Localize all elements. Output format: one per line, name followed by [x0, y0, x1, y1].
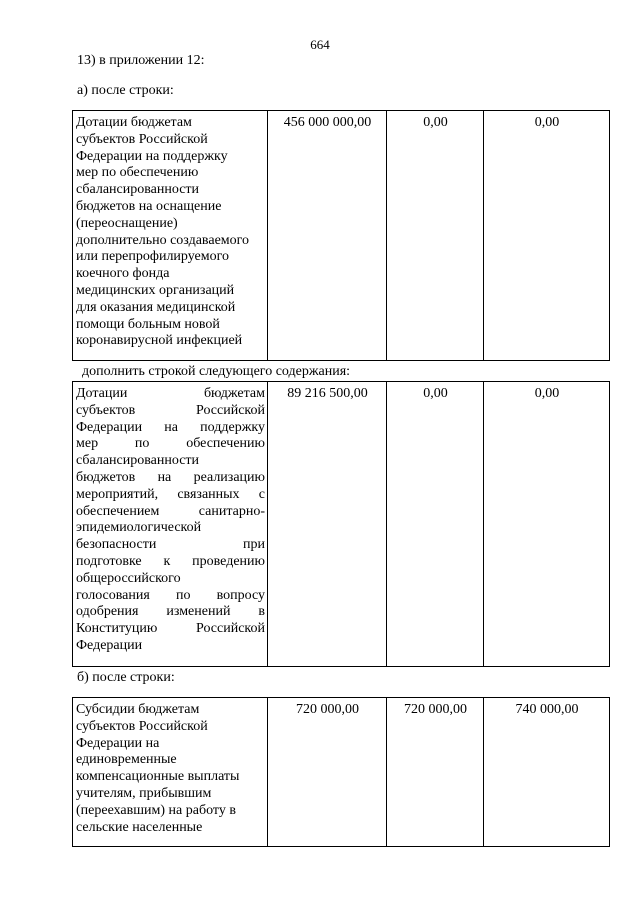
name-text-line	[76, 403, 265, 420]
name-word: по	[134, 436, 150, 452]
table-row	[73, 382, 610, 667]
supplement-text: дополнить строкой следующего содержания:	[82, 364, 351, 379]
name-word: Дотации	[76, 386, 128, 401]
name-word: мер	[76, 436, 99, 452]
value-cell-2: 0,00	[387, 382, 484, 667]
name-text-line	[76, 504, 265, 521]
value-cell-3: 740 000,00	[484, 698, 610, 847]
name-word: бюджетам	[203, 386, 265, 401]
value-cell-2: 720 000,00	[387, 698, 484, 847]
name-word: поддержку	[200, 419, 265, 435]
value-cell-1: 89 216 500,00	[268, 382, 387, 667]
name-word: Российской	[196, 621, 265, 637]
row-name-cell: Субсидии бюджетам субъектов Российской Федерации на единовременные компенсационные выплаты учителям, прибывшим (переехавшим) на работу в сельские населенные	[73, 698, 268, 847]
name-word: санитарно-	[198, 503, 265, 519]
name-text-line	[76, 487, 265, 504]
name-word: мероприятий,	[76, 486, 159, 502]
name-word: Российской	[196, 402, 265, 418]
value-cell-3: 0,00	[484, 111, 610, 361]
name-text-line	[76, 453, 265, 470]
name-text-line	[76, 537, 265, 554]
name-word: проведению	[192, 553, 265, 569]
budget-table-1	[72, 110, 610, 361]
name-word: бюджетов	[76, 469, 136, 485]
name-word: безопасности	[76, 537, 157, 553]
name-word: с	[258, 486, 265, 502]
table-row	[73, 698, 610, 847]
name-word: Федерации	[76, 637, 143, 653]
name-word: субъектов	[76, 402, 136, 418]
name-word: обеспечению	[186, 436, 265, 452]
name-word: связанных	[177, 486, 240, 502]
name-text-line	[76, 588, 265, 605]
name-text-line	[76, 420, 265, 437]
name-word: к	[163, 553, 171, 569]
name-word: подготовке	[76, 553, 142, 569]
row-name-cell	[73, 382, 268, 667]
table-row	[73, 111, 610, 361]
name-word: общероссийского	[76, 570, 181, 586]
name-text-line	[76, 470, 265, 487]
name-text-line	[76, 571, 265, 588]
name-word: по	[175, 587, 191, 603]
name-text-line	[76, 604, 265, 621]
item-13-heading: 13) в приложении 12:	[77, 53, 205, 68]
name-text-line	[76, 386, 265, 403]
name-word: обеспечением	[76, 503, 160, 519]
name-word: Конституцию	[76, 621, 158, 637]
name-word: реализацию	[193, 469, 265, 485]
name-word: изменений	[166, 604, 231, 620]
name-word: на	[164, 419, 178, 435]
name-word: сбалансированности	[76, 453, 200, 469]
value-cell-1: 456 000 000,00	[268, 111, 387, 361]
name-text-line	[76, 436, 265, 453]
row-name-cell: Дотации бюджетам субъектов Российской Федерации на поддержку мер по обеспечению сбалансированности бюджетов на оснащение (переоснащение) дополнительно создаваемого или перепрофилируемого коечного фонда медицинских организаций для оказания медицинской помощи больным новой коронавирусной инфекцией	[73, 111, 268, 361]
name-word: Федерации	[76, 419, 143, 435]
value-cell-1: 720 000,00	[268, 698, 387, 847]
name-word: эпидемиологической	[76, 520, 202, 536]
name-word: на	[157, 469, 172, 485]
value-cell-3: 0,00	[484, 382, 610, 667]
page-number: 664	[310, 37, 330, 52]
name-word: вопросу	[216, 587, 265, 603]
name-word: при	[243, 537, 265, 553]
subitem-b-heading: б) после строки:	[77, 670, 175, 685]
name-text-line	[76, 621, 265, 638]
name-word: в	[258, 604, 265, 620]
value-cell-2: 0,00	[387, 111, 484, 361]
name-text-line	[76, 638, 265, 655]
subitem-a-heading: а) после строки:	[77, 83, 174, 98]
name-text-line	[76, 520, 265, 537]
budget-table-3	[72, 697, 610, 847]
budget-table-2	[72, 381, 610, 667]
name-text-line	[76, 554, 265, 571]
name-word: голосования	[76, 587, 150, 603]
name-word: одобрения	[76, 604, 139, 620]
